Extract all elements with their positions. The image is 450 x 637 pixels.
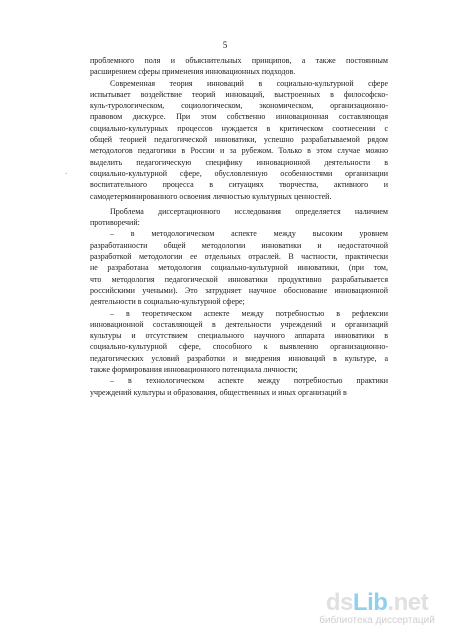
watermark-logo [312, 591, 442, 615]
document-body [90, 55, 388, 398]
text-line: российскими учеными). Это затрудняет научное обоснование инновационной [90, 285, 388, 295]
paragraph [90, 78, 388, 202]
text-line: инновационной составляющей в деятельности учреждений и организаций [90, 319, 388, 329]
text-line: противоречий: [90, 218, 140, 228]
text-line: Современная теория инноваций в социально-культурной сфере [110, 78, 388, 88]
text-line: также формирования инновационного потенциала личности; [90, 365, 298, 375]
text-line: учреждений культуры и образования, общественных и иных организаций в [90, 387, 347, 397]
paragraph [90, 206, 388, 229]
text-line: выделить педагогическую специфику инновационной деятельности в [90, 157, 388, 167]
text-line: воспитательного процесса в ситуациях творчества, активного и [90, 180, 388, 190]
paragraph [90, 55, 388, 78]
text-line: социально-культурной сфере, обусловленную особенностями организации [90, 168, 388, 178]
text-line: проблемного поля и объяснительных принципов, а также постоянным [90, 56, 388, 65]
text-line: не разработана методология социально-культурной инноватики, (при том, [90, 263, 388, 273]
text-line: педагогических условий разработки и внедрения инноваций в культуре, а [90, 353, 388, 363]
text-line: общей теорией педагогической инноватики, успешно разрабатываемой рядом [90, 135, 388, 145]
text-line: самодетерминированного освоения личностью культурных ценностей. [90, 191, 332, 201]
text-line: культуры и отсутствием специального научного аппарата инноватики в [90, 331, 388, 341]
watermark-logo-lib: Lib [352, 589, 388, 616]
text-line: – в методологическом аспекте между высоким уровнем [110, 229, 388, 239]
text-line: разработанности общей методологии инноватики и недостаточной [90, 240, 388, 250]
text-line: – в технологическом аспекте между потребностью практики [110, 376, 388, 386]
text-line: испытывает воздействие теорий инноваций, выстроенных в философско- [90, 89, 388, 99]
paragraph [90, 228, 388, 307]
paragraph [90, 375, 388, 398]
text-line: социально-культурных процессов нуждается в критическом соотнесении с [90, 123, 388, 133]
watermark-logo-ds: ds [325, 589, 353, 616]
text-line: что методология педагогической инноватики продуктивно разрабатывается [90, 274, 388, 284]
text-line: куль-турологическом, социологическом, экономическом, организационно- [90, 101, 388, 111]
paragraph [90, 308, 388, 376]
text-line: правовом дискурсе. При этом собственно инновационная составляющая [90, 112, 388, 122]
text-line: деятельности в социально-культурной сфере; [90, 297, 245, 307]
text-line: – в теоретическом аспекте между потребностью в рефлексии [110, 308, 388, 318]
text-line: Проблема диссертационного исследования определяется наличием [110, 206, 388, 216]
text-line: разработкой методологии ее отдельных отраслей. В частности, практически [90, 252, 388, 262]
text-line: социально-культурной сфере, способного к выявлению организационно- [90, 342, 388, 352]
watermark-logo-net: .net [387, 589, 429, 616]
text-line: методологов педагогики в России и за рубежом. Только в этом случае можно [90, 146, 388, 156]
page-number: 5 [222, 40, 228, 50]
watermark-subtitle: библиотека диссертаций [319, 615, 435, 626]
watermark [312, 591, 442, 627]
text-line: расширением сферы применения инновационных подходов. [90, 67, 296, 77]
margin-mark: · [65, 170, 68, 178]
